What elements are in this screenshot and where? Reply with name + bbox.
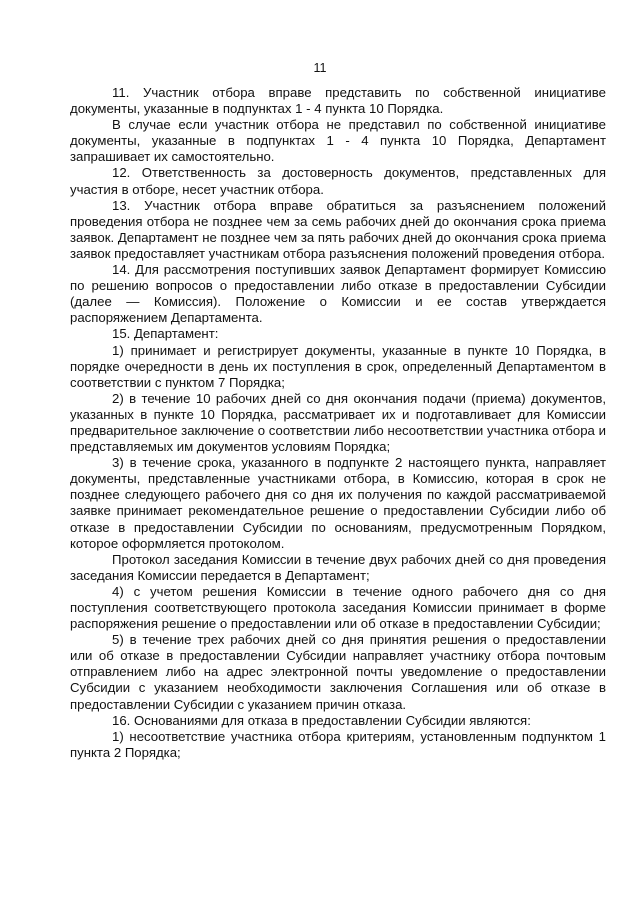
paragraph-13: 13. Участник отбора вправе обратиться за разъяснением положений проведения отбора не позднее чем за семь рабочих дней до окончания срока приема заявок. Департамент не позднее чем за пять рабочих дней до окончания срока приема заявок предоставляет участникам отбора разъяснения положений проведения отбора.: [70, 197, 606, 261]
paragraph-15-item-5: 5) в течение трех рабочих дней со дня принятия решения о предоставлении или об отказе в предоставлении Субсидии направляет участнику отбора почтовым отправлением либо на адрес электронной почты уведомление о предоставлении Субсидии с указанием необходимости заключения Соглашения или об отказе в предоставлении Субсидии с указанием причин отказа.: [70, 632, 606, 712]
page-number: 11: [313, 61, 327, 75]
paragraph-15-heading: 15. Департамент:: [112, 326, 219, 342]
paragraph-15-item-2: 2) в течение 10 рабочих дней со дня окончания подачи (приема) документов, указанных в пункте 10 Порядка, рассматривает их и подготавливает для Комиссии предварительное заключение о соответствии либо несоответствии участника отбора и представляемых им документов условиям Порядка;: [70, 390, 606, 455]
paragraph-16-item-1: 1) несоответствие участника отбора критериям, установленным подпунктом 1 пункта 2 Порядка;: [70, 728, 606, 760]
paragraph-15-item-4: 4) с учетом решения Комиссии в течение одного рабочего дня со дня поступления соответствующего протокола заседания Комиссии принимает в форме распоряжения решение о предоставлении или об отказе в предоставлении Субсидии;: [70, 583, 606, 632]
document-body: [70, 85, 606, 761]
paragraph-15-item-3: 3) в течение срока, указанного в подпункте 2 настоящего пункта, направляет документы, представленные участниками отбора, в Комиссию, которая в срок не позднее следующего рабочего дня со дня их получения по каждой рассматриваемой заявке принимает рекомендательное решение о предоставлении Субсидии либо об отказе в предоставлении Субсидии по основаниям, предусмотренным Порядком, которое оформляется протоколом.: [70, 455, 606, 551]
paragraph-12: 12. Ответственность за достоверность документов, представленных для участия в отборе, несет участник отбора.: [70, 165, 606, 197]
paragraph-11: 11. Участник отбора вправе представить по собственной инициативе документы, указанные в подпунктах 1 - 4 пункта 10 Порядка.: [70, 85, 606, 117]
paragraph-14: 14. Для рассмотрения поступивших заявок Департамент формирует Комиссию по решению вопросов о предоставлении либо отказе в предоставлении Субсидии (далее — Комиссия). Положение о Комиссии и ее состав утверждается распоряжением Департамента.: [70, 262, 606, 326]
paragraph-15-protocol: Протокол заседания Комиссии в течение двух рабочих дней со дня проведения заседания Комиссии передается в Департамент;: [70, 551, 606, 583]
paragraph-16-heading: 16. Основаниями для отказа в предоставлении Субсидии являются:: [112, 712, 531, 728]
paragraph-15-item-1: 1) принимает и регистрирует документы, указанные в пункте 10 Порядка, в порядке очередности в день их поступления в срок, определенный Департаментом в соответствии с пунктом 7 Порядка;: [70, 342, 606, 390]
paragraph-11-continuation: В случае если участник отбора не представил по собственной инициативе документы, указанные в подпунктах 1 - 4 пункта 10 Порядка, Департамент запрашивает их самостоятельно.: [70, 117, 606, 165]
